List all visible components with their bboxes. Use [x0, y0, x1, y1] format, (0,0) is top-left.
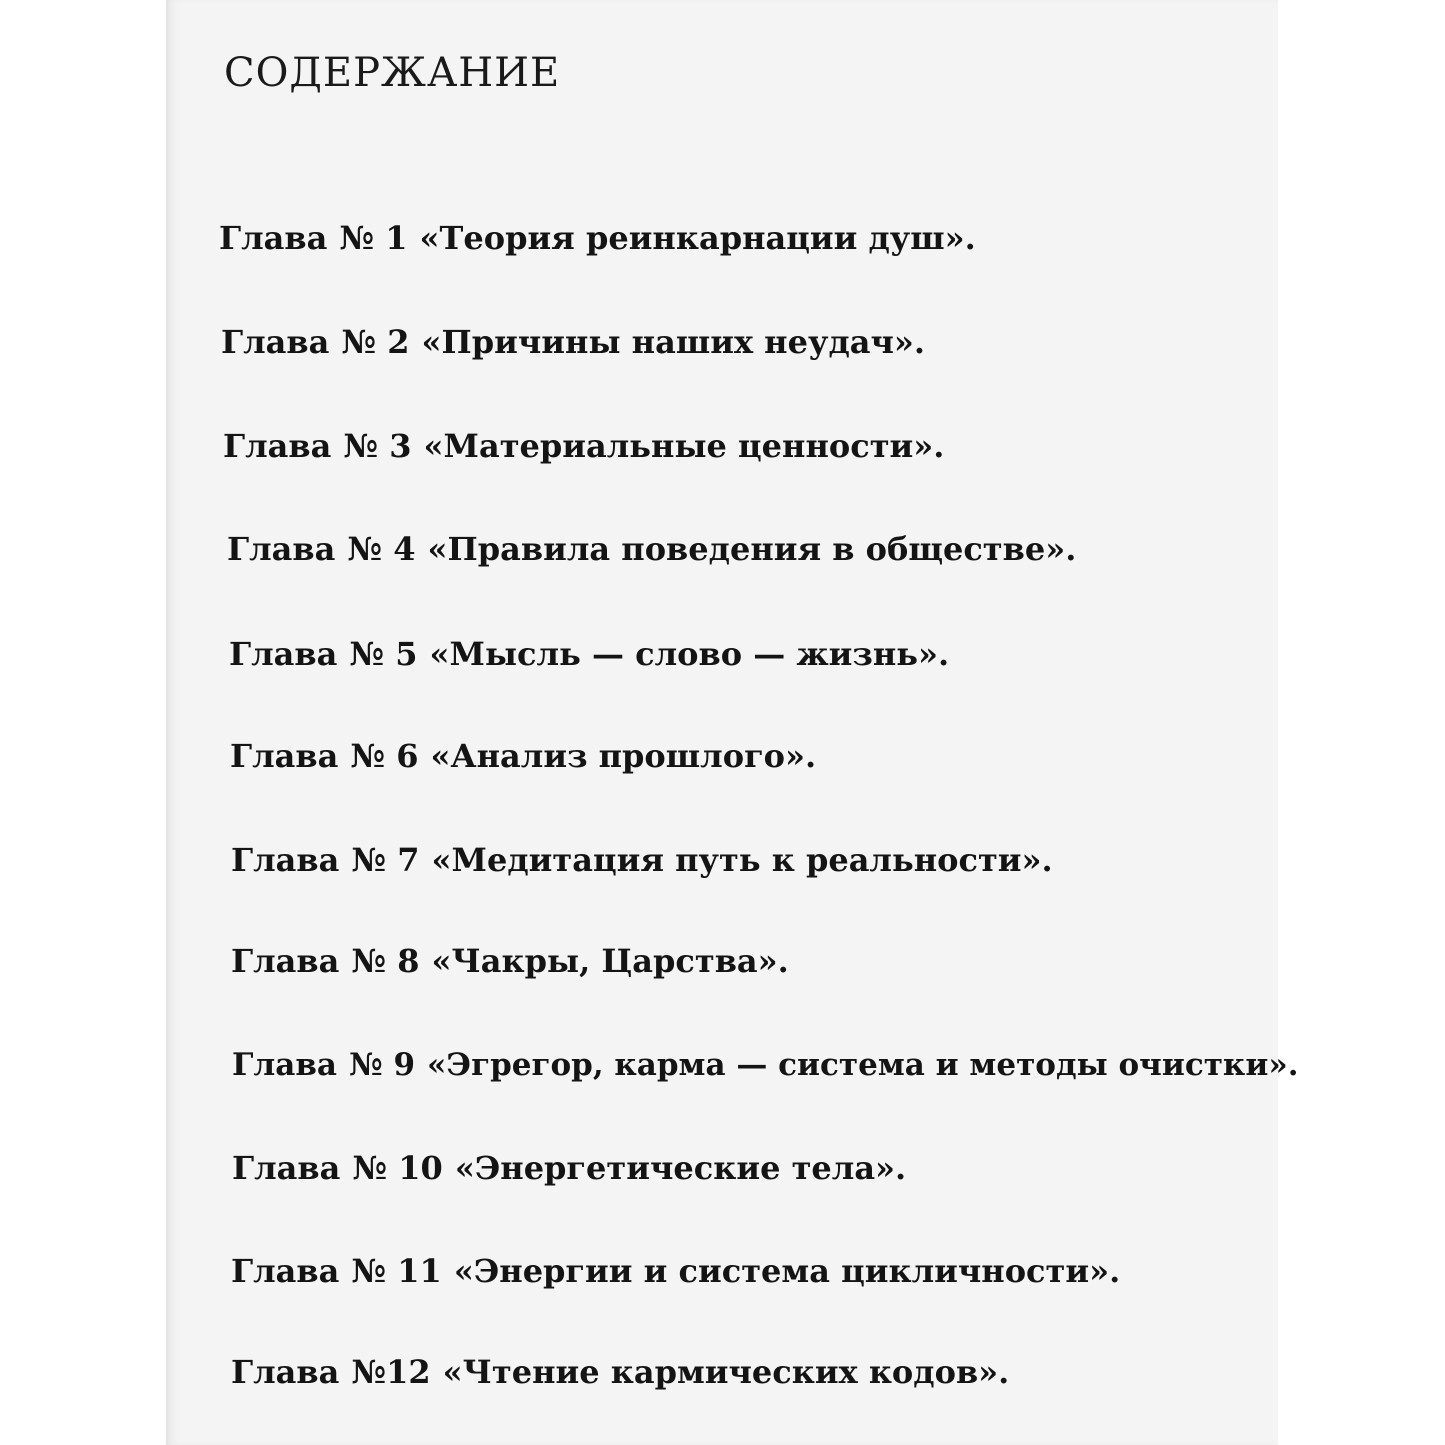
- chapter-title: «Чтение кармических кодов».: [442, 1353, 1010, 1391]
- chapter-number: № 8: [351, 942, 420, 980]
- chapter-title: «Энергетические тела».: [454, 1149, 907, 1187]
- chapter-title: «Правила поведения в обществе».: [427, 530, 1077, 568]
- chapter-number: № 4: [347, 530, 416, 568]
- chapter-label: Глава: [230, 737, 339, 775]
- chapter-number: № 7: [351, 841, 420, 879]
- toc-entry-chapter-5: [229, 635, 950, 673]
- chapter-label: Глава: [231, 841, 340, 879]
- chapter-label: Глава: [231, 1252, 340, 1290]
- chapter-title: «Эгрегор, карма — система и методы очистки».: [427, 1047, 1299, 1083]
- chapter-number: № 10: [352, 1149, 443, 1187]
- chapter-number: № 9: [348, 1047, 416, 1083]
- chapter-title: «Чакры, Царства».: [431, 942, 789, 980]
- chapter-label: Глава: [232, 1149, 341, 1187]
- chapter-title: «Теория реинкарнации душ».: [419, 219, 976, 257]
- chapter-title: «Энергии и система цикличности».: [453, 1252, 1121, 1290]
- chapter-number: № 2: [341, 323, 410, 361]
- toc-entry-chapter-11: [231, 1252, 1121, 1290]
- chapter-label: Глава: [231, 1353, 340, 1391]
- toc-entry-chapter-7: [231, 841, 1053, 879]
- chapter-title: «Медитация путь к реальности».: [431, 841, 1053, 879]
- chapter-label: Глава: [232, 1047, 337, 1083]
- chapter-number: № 6: [350, 737, 419, 775]
- chapter-label: Глава: [219, 219, 328, 257]
- chapter-number: № 1: [339, 219, 408, 257]
- toc-entry-chapter-12: [231, 1353, 1010, 1391]
- chapter-label: Глава: [223, 427, 332, 465]
- chapter-title: «Материальные ценности».: [423, 427, 945, 465]
- chapter-number: № 11: [351, 1252, 442, 1290]
- chapter-label: Глава: [221, 323, 330, 361]
- toc-entry-chapter-9: [232, 1047, 1299, 1083]
- toc-entry-chapter-2: [221, 323, 926, 361]
- chapter-label: Глава: [231, 942, 340, 980]
- chapter-title: «Причины наших неудач».: [421, 323, 926, 361]
- chapter-number: №12: [351, 1353, 431, 1391]
- chapter-title: «Мысль — слово — жизнь».: [429, 635, 950, 673]
- chapter-number: № 5: [349, 635, 418, 673]
- toc-entry-chapter-4: [227, 530, 1077, 568]
- toc-entry-chapter-1: [219, 219, 976, 257]
- chapter-label: Глава: [229, 635, 338, 673]
- chapter-title: «Анализ прошлого».: [430, 737, 817, 775]
- toc-entry-chapter-8: [231, 942, 789, 980]
- toc-entry-chapter-3: [223, 427, 945, 465]
- toc-entry-chapter-10: [232, 1149, 907, 1187]
- chapter-label: Глава: [227, 530, 336, 568]
- toc-entry-chapter-6: [230, 737, 817, 775]
- chapter-number: № 3: [343, 427, 412, 465]
- page-title: СОДЕРЖАНИЕ: [224, 50, 561, 96]
